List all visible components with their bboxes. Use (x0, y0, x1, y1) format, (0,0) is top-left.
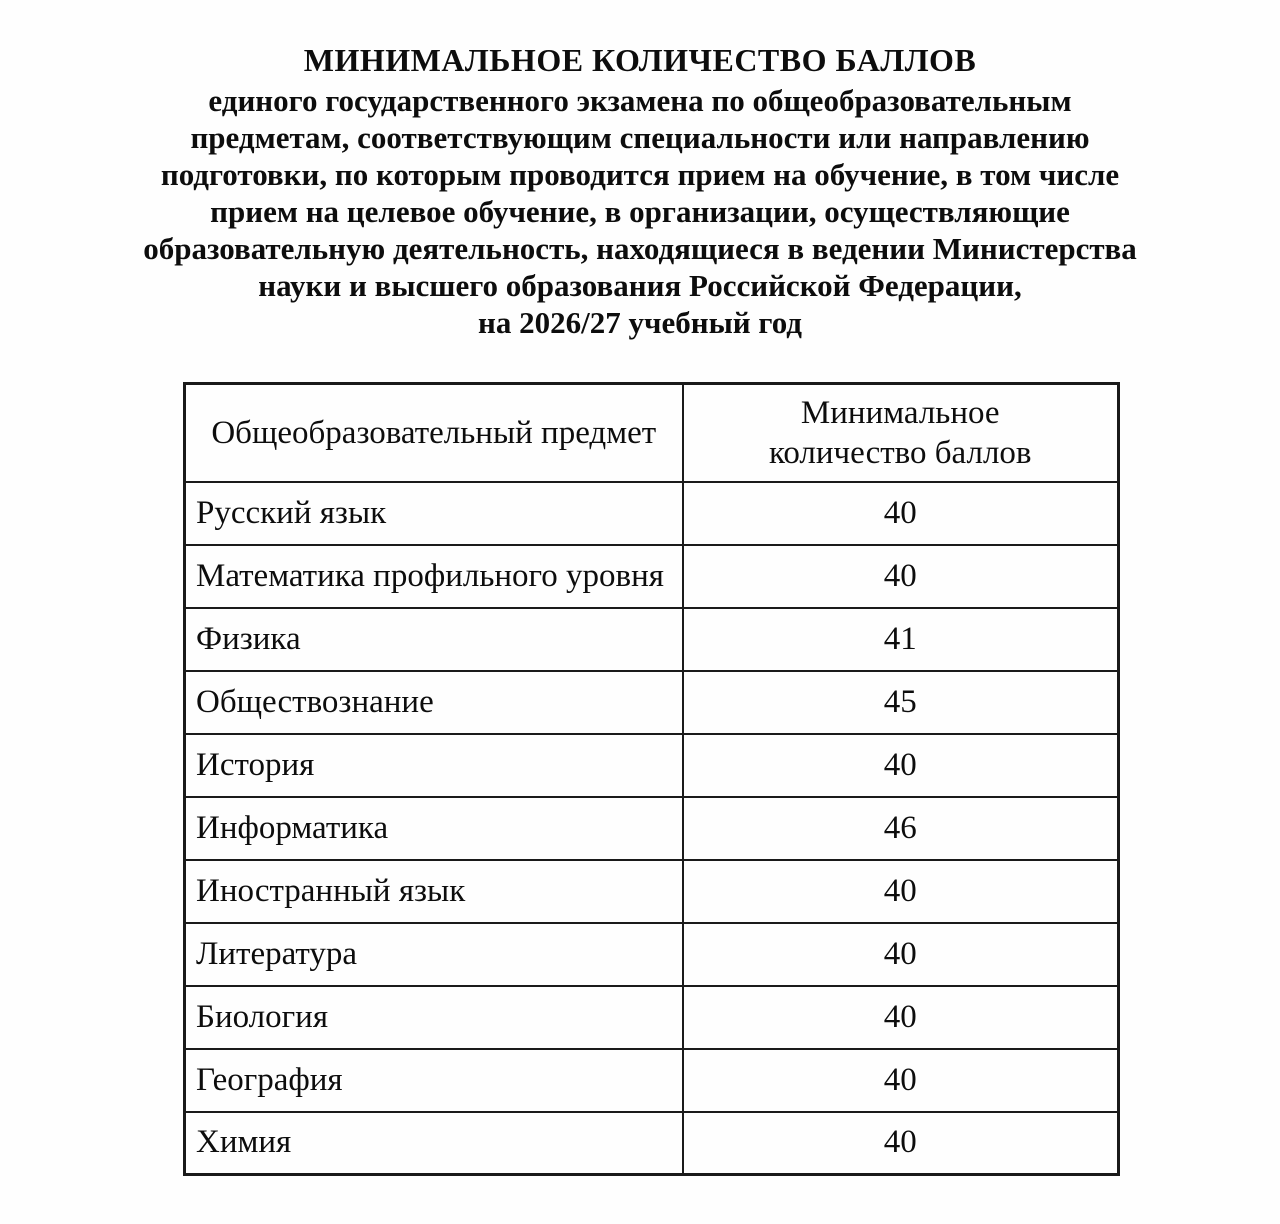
subject-cell: История (185, 734, 683, 797)
title-line-6: образовательную деятельность, находящиеся в ведении Министерства (143, 231, 1137, 266)
subject-cell: Химия (185, 1112, 683, 1175)
score-cell: 40 (683, 923, 1119, 986)
subject-cell: Литература (185, 923, 683, 986)
table-header-row (185, 384, 1119, 482)
score-cell: 41 (683, 608, 1119, 671)
subject-cell: Русский язык (185, 482, 683, 545)
title-line-7: науки и высшего образования Российской Федерации, (258, 268, 1022, 303)
table-row (185, 1112, 1119, 1175)
table-row (185, 734, 1119, 797)
score-cell: 45 (683, 671, 1119, 734)
score-cell: 40 (683, 860, 1119, 923)
table-row (185, 482, 1119, 545)
subject-cell: Математика профильного уровня (185, 545, 683, 608)
title-line-1: МИНИМАЛЬНОЕ КОЛИЧЕСТВО БАЛЛОВ (303, 42, 977, 78)
score-cell: 46 (683, 797, 1119, 860)
score-cell: 40 (683, 545, 1119, 608)
title-line-5: прием на целевое обучение, в организации, осуществляющие (210, 194, 1070, 229)
subject-cell: Биология (185, 986, 683, 1049)
subject-cell: Обществознание (185, 671, 683, 734)
table-row (185, 923, 1119, 986)
table-row (185, 986, 1119, 1049)
column-header-subject: Общеобразовательный предмет (185, 384, 683, 482)
table-row (185, 545, 1119, 608)
table-row (185, 1049, 1119, 1112)
subject-cell: Физика (185, 608, 683, 671)
score-cell: 40 (683, 1049, 1119, 1112)
subject-cell: География (185, 1049, 683, 1112)
table-row (185, 608, 1119, 671)
title-line-3: предметам, соответствующим специальности или направлению (190, 120, 1090, 155)
score-cell: 40 (683, 1112, 1119, 1175)
table-row (185, 860, 1119, 923)
document-title (70, 42, 1210, 341)
min-scores-table (183, 382, 1120, 1176)
title-line-8: на 2026/27 учебный год (478, 305, 802, 340)
title-line-2: единого государственного экзамена по общеобразовательным (208, 83, 1072, 118)
table-row (185, 797, 1119, 860)
title-line-4: подготовки, по которым проводится прием на обучение, в том числе (160, 157, 1120, 192)
score-cell: 40 (683, 986, 1119, 1049)
score-cell: 40 (683, 734, 1119, 797)
table-row (185, 671, 1119, 734)
subject-cell: Иностранный язык (185, 860, 683, 923)
column-header-score: Минимальное количество баллов (683, 384, 1119, 482)
score-cell: 40 (683, 482, 1119, 545)
subject-cell: Информатика (185, 797, 683, 860)
